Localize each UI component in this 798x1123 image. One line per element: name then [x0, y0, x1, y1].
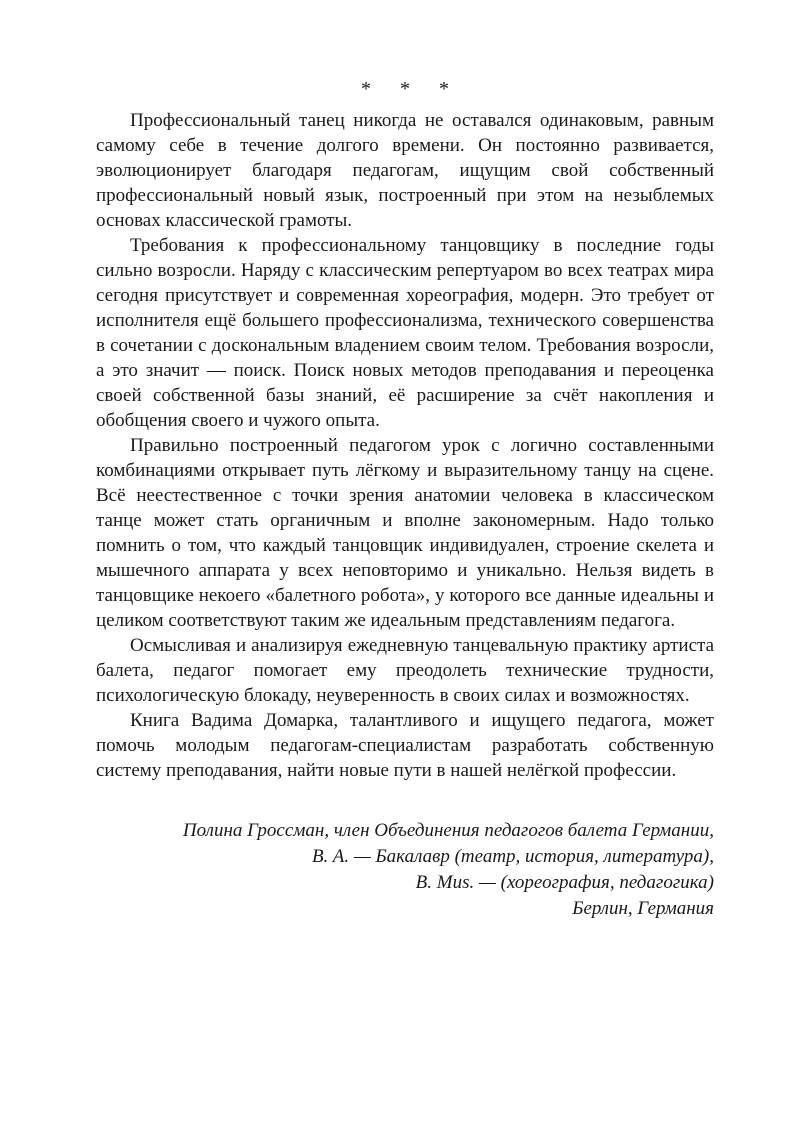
- section-divider: * * *: [361, 78, 461, 100]
- paragraph-3: Правильно построенный педагогом урок с логично составленными комбинациями открывает путь лёгкому и выразительному танцу на сцене. Всё неестественное с точки зрения анатомии человека в классическом танце может стать органичным и вполне закономерным. Надо только помнить о том, что каждый танцовщик индивидуален, строение скелета и мышечного аппарата у всех неповторимо и уникально. Нельзя видеть в танцовщике некоего «балетного робота», у которого все данные идеальны и целиком соответствуют таким же идеальным представлениям педагога.: [96, 435, 714, 631]
- signature-degree-bmus: B. Mus. — (хореография, педагогика): [415, 872, 714, 893]
- paragraph-2: Требования к профессиональному танцовщику в последние годы сильно возросли. Наряду с классическим репертуаром во всех театрах мира сегодня присутствует и современная хореография, модерн. Это требует от исполнителя ещё большего профессионализма, технического совершенства в сочетании с доскональным владением своим телом. Требования возросли, а это значит — поиск. Поиск новых методов преподавания и переоценка своей собственной базы знаний, её расширение за счёт накопления и обобщения своего и чужого опыта.: [96, 235, 714, 431]
- signature-author-line: Полина Гроссман, член Объединения педагогов балета Германии,: [182, 820, 714, 841]
- author-signature: [96, 818, 714, 922]
- paragraph-5: Книга Вадима Домарка, талантливого и ищущего педагога, может помочь молодым педагогам-специалистам разработать собственную систему преподавания, найти новые пути в нашей нелёгкой профессии.: [96, 710, 714, 781]
- signature-location: Берлин, Германия: [572, 898, 714, 919]
- paragraph-1: Профессиональный танец никогда не оставался одинаковым, равным самому себе в течение долгого времени. Он постоянно развивается, эволюционирует благодаря педагогам, ищущим свой собственный профессиональный новый язык, построенный при этом на незыблемых основах классической грамоты.: [96, 110, 714, 231]
- signature-degree-ba: B. A. — Бакалавр (театр, история, литература),: [311, 846, 714, 867]
- document-page: [96, 78, 714, 922]
- paragraph-4: Осмысливая и анализируя ежедневную танцевальную практику артиста балета, педагог помогает ему преодолеть технические трудности, психологическую блокаду, неуверенность в своих силах и возможностях.: [96, 635, 714, 706]
